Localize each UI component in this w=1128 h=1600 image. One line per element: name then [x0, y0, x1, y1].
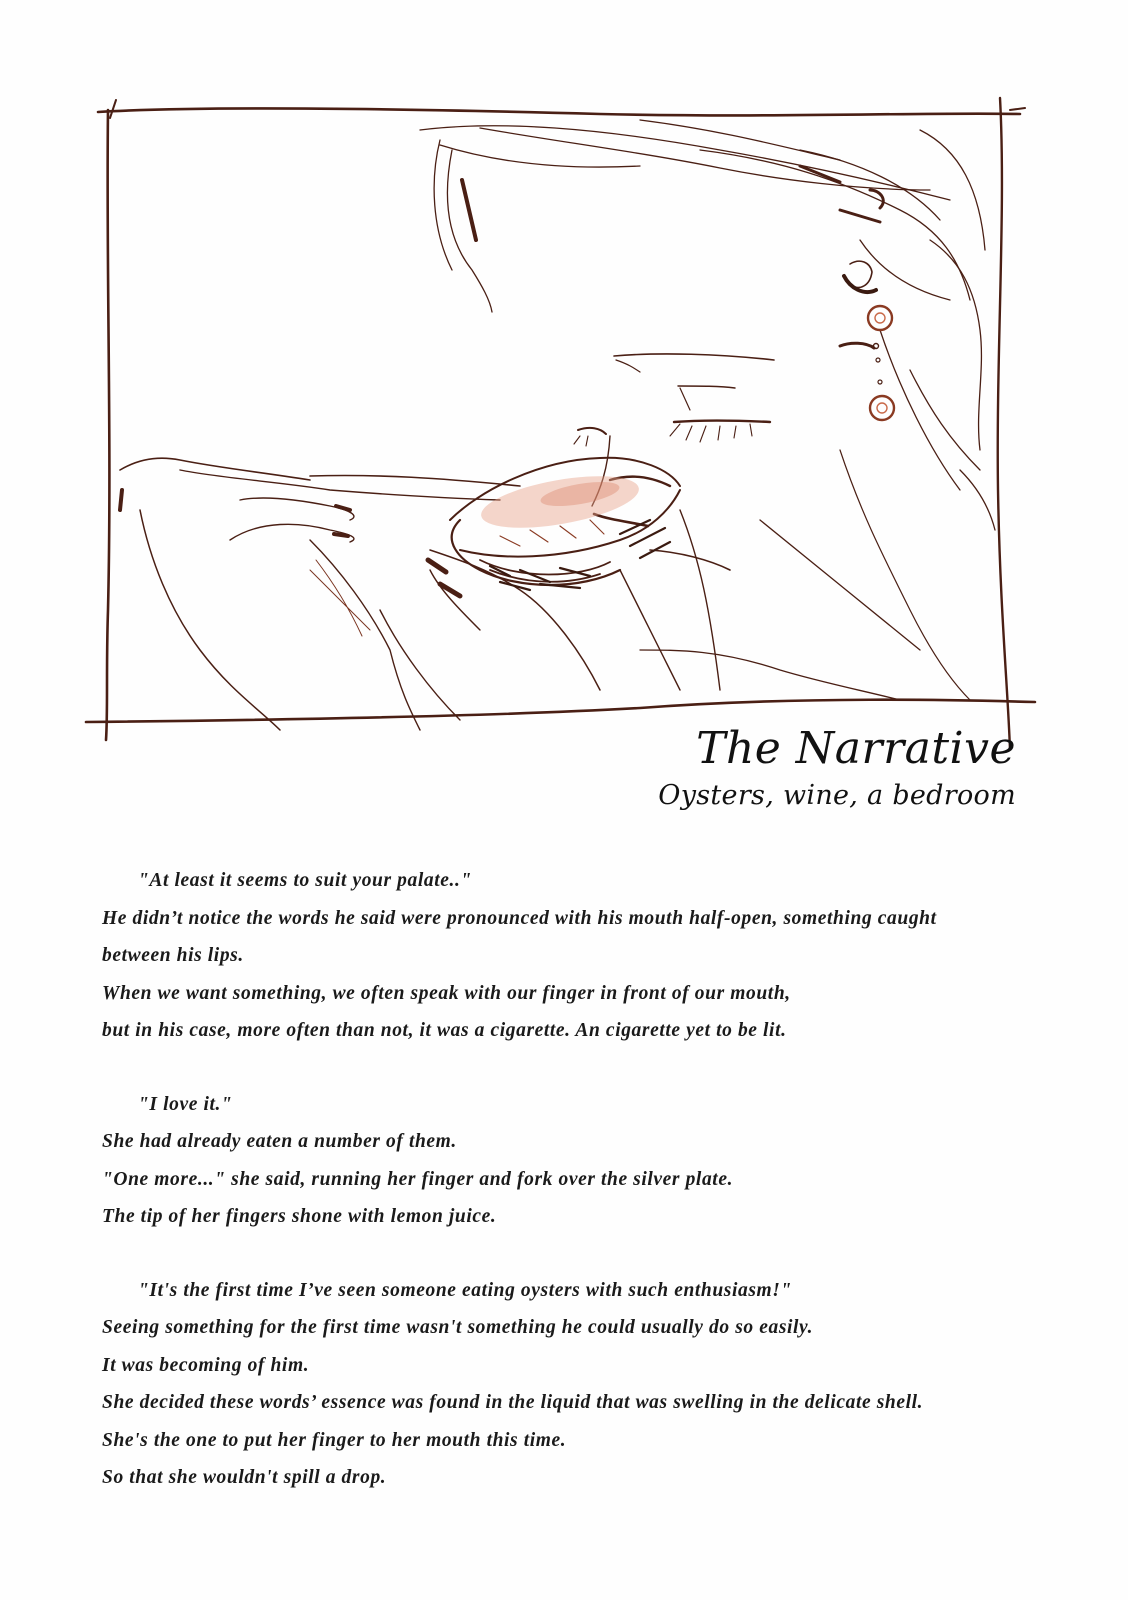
paragraph-gap: [102, 1050, 1062, 1086]
story-line: It was becoming of him.: [102, 1354, 310, 1376]
story-line: Seeing something for the first time wasn't something he could usually do so easily.: [102, 1317, 814, 1338]
sketch-drawing: [80, 90, 1060, 750]
story-text: [102, 862, 1062, 1497]
story-line: but in his case, more often than not, it was a cigarette. An cigarette yet to be lit.: [102, 1020, 787, 1041]
story-line: She decided these words’ essence was found in the liquid that was swelling in the delicate shell.: [102, 1392, 924, 1413]
story-line: When we want something, we often speak with our finger in front of our mouth,: [102, 982, 791, 1004]
paragraph-2: [102, 1086, 1062, 1236]
paragraph-3: [102, 1272, 1062, 1497]
story-line: "At least it seems to suit your palate..": [138, 870, 472, 891]
story-line: So that she wouldn't spill a drop.: [102, 1467, 387, 1488]
story-line: She had already eaten a number of them.: [102, 1131, 457, 1152]
oyster-illustration: [80, 90, 1060, 750]
story-line: between his lips.: [102, 945, 244, 966]
page-subtitle: Oysters, wine, a bedroom: [658, 780, 1016, 811]
title-block: [658, 722, 1016, 816]
page-title: The Narrative: [696, 723, 1016, 774]
story-line: "It's the first time I’ve seen someone eating oysters with such enthusiasm!": [138, 1279, 792, 1301]
story-line: The tip of her fingers shone with lemon juice.: [102, 1206, 497, 1227]
story-line: "One more..." she said, running her finger and fork over the silver plate.: [102, 1168, 734, 1190]
story-line: She's the one to put her finger to her mouth this time.: [102, 1429, 567, 1451]
paragraph-gap: [102, 1236, 1062, 1272]
story-line: He didn’t notice the words he said were pronounced with his mouth half-open, something caught: [102, 907, 937, 929]
paragraph-1: [102, 862, 1062, 1050]
story-line: "I love it.": [138, 1093, 233, 1115]
